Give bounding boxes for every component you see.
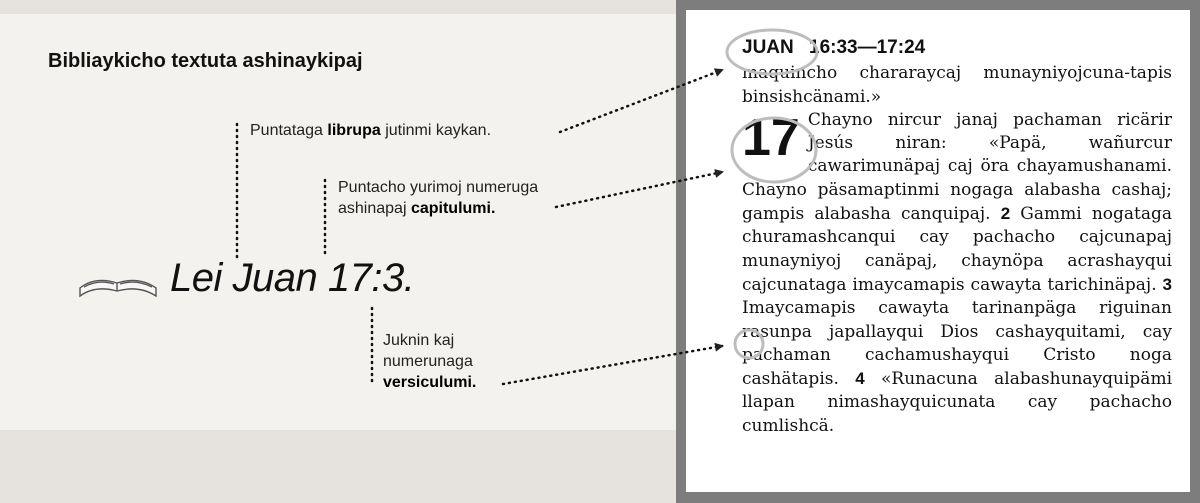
first-line: maquincho chararaycaj munayniyojcuna-tapis binsishcänami.»	[742, 63, 1172, 107]
verse-4-number: 4	[855, 369, 865, 389]
callout-chapter-text: Puntacho yurimoj numeruga ashinapaj	[338, 179, 539, 217]
verse-2-text: Gammi nogataga churamashcanqui cay pachacho cajcunapaj munayniyoj canäpaj, chaynöpa acrashayqui cajcunataga imaycamapis cawayta tarichinäpaj.	[742, 204, 1173, 295]
verse-3-number: 3	[1162, 274, 1172, 294]
callout-chapter	[338, 177, 548, 219]
diagram-heading: Bibliaykicho textuta ashinaykipaj	[48, 50, 363, 72]
verse-1-text: Chayno nircur janaj pachaman ricärir Jesús niran: «Papä, wañurcur cawarimunäpaj caj öra chayamushanami. Chayno päsamaptinmi nogaga alabasha cashaj; gampis alabasha canquipaj.	[742, 109, 1172, 225]
verse-2-number: 2	[1000, 204, 1011, 224]
diagram-panel	[0, 14, 680, 430]
header-book-name: JUAN	[742, 37, 794, 58]
chapter-number: 17	[742, 108, 800, 167]
bottom-band	[0, 430, 680, 503]
book-header	[742, 36, 1172, 59]
callout-book	[250, 120, 560, 141]
chapter-paragraph	[742, 109, 1172, 438]
verse-4-text: «Runacuna alabashunayquipämi llapan nimashayquicunata cay pachacho cumlishcä.	[742, 369, 1173, 436]
callout-book-bold: librupa	[327, 122, 381, 139]
top-band	[0, 0, 680, 14]
callout-book-text-end: jutinmi kaykan.	[380, 122, 492, 139]
callout-verse	[383, 330, 503, 393]
verse-3-text: Imaycamapis cawayta tarinanpäga riguinan rasunpa japallayqui Dios cashayquitami, cay pachaman cachamushayqui Cristo noga cashätapis.	[742, 298, 1172, 390]
header-verse-range: 16:33—17:24	[809, 37, 926, 58]
book-text	[742, 32, 1172, 438]
callout-verse-text: Juknin kaj numerunaga	[383, 332, 473, 370]
scripture-reference: Lei Juan 17:3.	[170, 256, 415, 300]
callout-verse-bold: versiculumi.	[383, 374, 477, 391]
callout-chapter-bold: capitulumi.	[410, 200, 496, 217]
callout-book-text: Puntataga	[250, 122, 328, 139]
